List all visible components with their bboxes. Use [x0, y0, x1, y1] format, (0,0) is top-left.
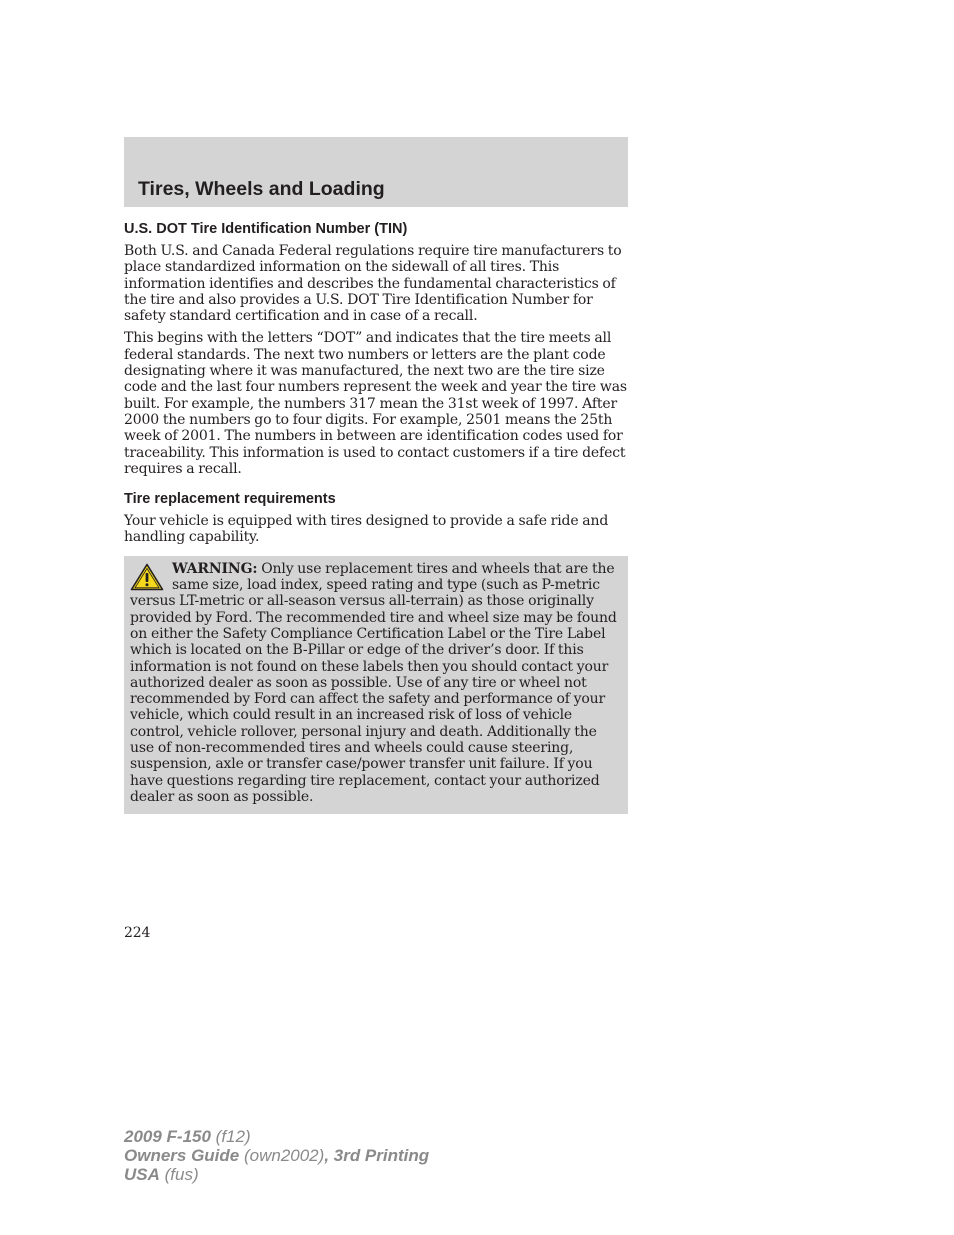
- document-footer: [124, 1127, 429, 1184]
- tin-heading: U.S. DOT Tire Identification Number (TIN): [124, 221, 408, 237]
- warning-text: [130, 561, 621, 805]
- tin-paragraph-1: Both U.S. and Canada Federal regulations require tire manufacturers to place standardized information on the sidewall of all tires. This information identifies and describes the fundamental characteristics of the tire and also provides a U.S. DOT Tire Identification Number for safety standard certification and in case of a recall.: [124, 243, 622, 325]
- tin-paragraph-2: This begins with the letters “DOT” and indicates that the tire meets all federal standards. The next two numbers or letters are the plant code designating where it was manufactured, the next two are the tire size code and the last four numbers represent the week and year the tire was built. For example, the numbers 317 mean the 31st week of 1997. After 2000 the numbers go to four digits. For example, 2501 means the 25th week of 2001. The numbers in between are identification codes used for traceability. This information is used to contact customers if a tire defect requires a recall.: [124, 330, 627, 477]
- footer-line-2: [124, 1146, 429, 1165]
- section-title: Tires, Wheels and Loading: [138, 178, 385, 200]
- page-number: 224: [124, 925, 151, 941]
- footer-model-code: (f12): [210, 1127, 251, 1146]
- footer-region-code: (fus): [159, 1165, 199, 1184]
- footer-line-1: [124, 1127, 429, 1146]
- warning-body: Only use replacement tires and wheels that are the same size, load index, speed rating and type (such as P-metric versus LT-metric or all-season versus all-terrain) as those originally provided by Ford. The recommended tire and wheel size may be found on either the Safety Compliance Certification Label or the Tire Label which is located on the B-Pillar or edge of the driver’s door. If this information is not found on these labels then you should contact your authorized dealer as soon as possible. Use of any tire or wheel not recommended by Ford can affect the safety and performance of your vehicle, which could result in an increased risk of loss of vehicle control, vehicle rollover, personal injury and death. Additionally the use of non-recommended tires and wheels could cause steering, suspension, axle or transfer case/power transfer unit failure. If you have questions regarding tire replacement, contact your authorized dealer as soon as possible.: [130, 560, 617, 805]
- replacement-paragraph-1: Your vehicle is equipped with tires designed to provide a safe ride and handling capability.: [124, 513, 609, 546]
- footer-region: USA: [124, 1165, 160, 1184]
- page-content: [124, 221, 628, 814]
- footer-guide: Owners Guide: [124, 1146, 240, 1165]
- warning-box: [124, 556, 628, 814]
- footer-line-3: [124, 1165, 429, 1184]
- replacement-heading: Tire replacement requirements: [124, 491, 336, 508]
- footer-printing: , 3rd Printing: [324, 1146, 430, 1165]
- section-header-band: [124, 137, 628, 207]
- warning-label: WARNING:: [172, 560, 258, 577]
- footer-model: 2009 F-150: [124, 1127, 211, 1146]
- footer-guide-code: (own2002): [239, 1146, 325, 1165]
- warning-triangle-icon: [130, 563, 164, 591]
